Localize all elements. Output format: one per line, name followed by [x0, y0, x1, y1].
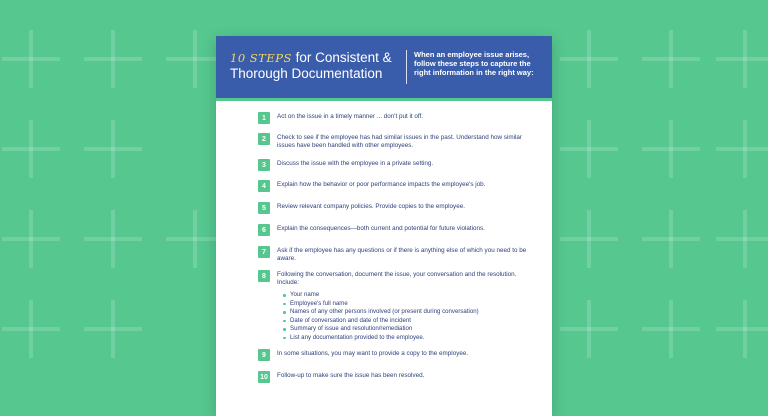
step-text: Act on the issue in a timely manner ... don't put it off. [277, 113, 423, 120]
plus-shape [642, 300, 700, 358]
header-subtitle: When an employee issue arises, follow these steps to capture the right information in the right way: [414, 50, 534, 77]
plus-shape [642, 210, 700, 268]
plus-shape [716, 210, 768, 268]
list-item: Names of any other persons involved (or present during conversation) [283, 308, 537, 317]
plus-shape [84, 120, 142, 178]
plus-shape [716, 120, 768, 178]
step-number: 5 [258, 202, 270, 214]
step-text: In some situations, you may want to provide a copy to the employee. [277, 350, 469, 357]
document-sheet [216, 36, 552, 416]
plus-shape [716, 30, 768, 88]
plus-shape [84, 210, 142, 268]
step-text: Follow-up to make sure the issue has been resolved. [277, 372, 425, 379]
step-number: 3 [258, 159, 270, 171]
header-divider [406, 50, 407, 84]
step-number: 10 [258, 371, 270, 383]
plus-shape [560, 210, 618, 268]
step-number: 9 [258, 349, 270, 361]
title-rest: for Consistent & [291, 50, 392, 65]
plus-shape [716, 300, 768, 358]
list-item: Date of conversation and date of the incident [283, 317, 537, 326]
list-item: List any documentation provided to the employee. [283, 334, 537, 343]
title-accent: 10 STEPS [230, 51, 292, 65]
step-number: 2 [258, 133, 270, 145]
step-number: 4 [258, 180, 270, 192]
plus-shape [560, 300, 618, 358]
plus-shape [642, 120, 700, 178]
plus-shape [560, 120, 618, 178]
step-text: Explain the consequences—both current and potential for future violations. [277, 225, 485, 232]
plus-shape [84, 30, 142, 88]
list-item: Your name [283, 291, 537, 300]
plus-shape [2, 30, 60, 88]
step-number: 8 [258, 270, 270, 282]
plus-shape [560, 30, 618, 88]
plus-shape [2, 120, 60, 178]
list-item: Employee's full name [283, 300, 537, 309]
step-text: Ask if the employee has any questions or if there is anything else of which you need to be aware. [277, 247, 527, 263]
plus-shape [2, 300, 60, 358]
step-text: Discuss the issue with the employee in a private setting. [277, 160, 434, 167]
include-list [277, 291, 537, 342]
plus-shape [2, 210, 60, 268]
step-number: 7 [258, 246, 270, 258]
title-line-2: Thorough Documentation [230, 66, 383, 81]
step-number: 6 [258, 224, 270, 236]
plus-shape [642, 30, 700, 88]
step-text: Check to see if the employee has had similar issues in the past. Understand how similar issues have been handled with other employees. [277, 134, 522, 150]
plus-shape [84, 300, 142, 358]
step-text: Following the conversation, document the issue, your conversation and the resolution. Include: [277, 271, 517, 287]
step-number: 1 [258, 112, 270, 124]
list-item: Summary of issue and resolution/remediation [283, 325, 537, 334]
document-title [230, 50, 406, 82]
document-header [216, 36, 552, 98]
step-text: Explain how the behavior or poor performance impacts the employee's job. [277, 181, 486, 188]
header-accent-bar [216, 98, 552, 101]
step-text: Review relevant company policies. Provide copies to the employee. [277, 203, 465, 210]
